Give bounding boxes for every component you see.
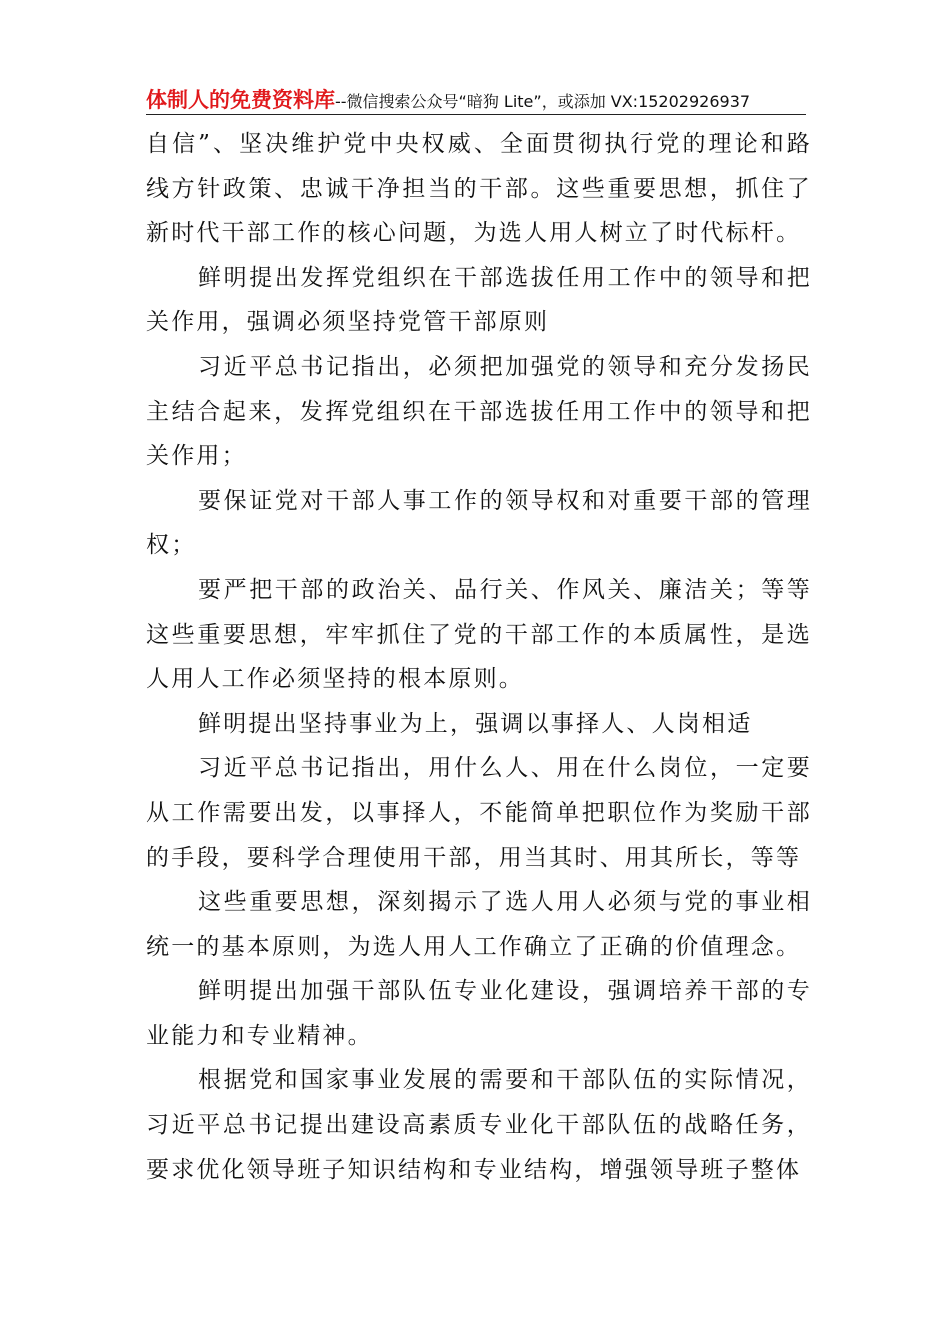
paragraph: 根据党和国家事业发展的需要和干部队伍的实际情况，习近平总书记提出建设高素质专业化干部队伍的战略任务，要求优化领导班子知识结构和专业结构，增强领导班子整体 [146,1067,812,1183]
paragraph: 要严把干部的政治关、品行关、作风关、廉洁关；等等这些重要思想，牢牢抓住了党的干部工作的本质属性，是选人用人工作必须坚持的根本原则。 [146,576,812,693]
paragraph: 要保证党对干部人事工作的领导权和对重要干部的管理权； [146,487,812,559]
paragraph: 鲜明提出发挥党组织在干部选拔任用工作中的领导和把关作用，强调必须坚持党管干部原则 [146,264,812,336]
paragraph: 自信”、坚决维护党中央权威、全面贯彻执行党的理论和路线方针政策、忠诚干净担当的干部。这些重要思想，抓住了新时代干部工作的核心问题，为选人用人树立了时代标杆。 [146,131,812,247]
header-note: --微信搜索公众号“暗狗 Lite”，或添加 VX:15202926937 [335,92,751,111]
header-brand: 体制人的免费资料库 [146,88,335,112]
paragraph: 鲜明提出加强干部队伍专业化建设，强调培养干部的专业能力和专业精神。 [146,978,812,1049]
document-body [146,122,812,1192]
paragraph: 习近平总书记指出，必须把加强党的领导和充分发扬民主结合起来，发挥党组织在干部选拔任用工作中的领导和把关作用； [146,353,812,470]
paragraph: 这些重要思想，深刻揭示了选人用人必须与党的事业相统一的基本原则，为选人用人工作确立了正确的价值理念。 [146,889,812,960]
header-divider [146,114,806,115]
paragraph: 鲜明提出坚持事业为上，强调以事择人、人岗相适 [198,710,753,737]
page-header [146,84,806,116]
paragraph: 习近平总书记指出，用什么人、用在什么岗位，一定要从工作需要出发，以事择人，不能简单把职位作为奖励干部的手段，要科学合理使用干部，用当其时、用其所长，等等 [146,755,812,871]
